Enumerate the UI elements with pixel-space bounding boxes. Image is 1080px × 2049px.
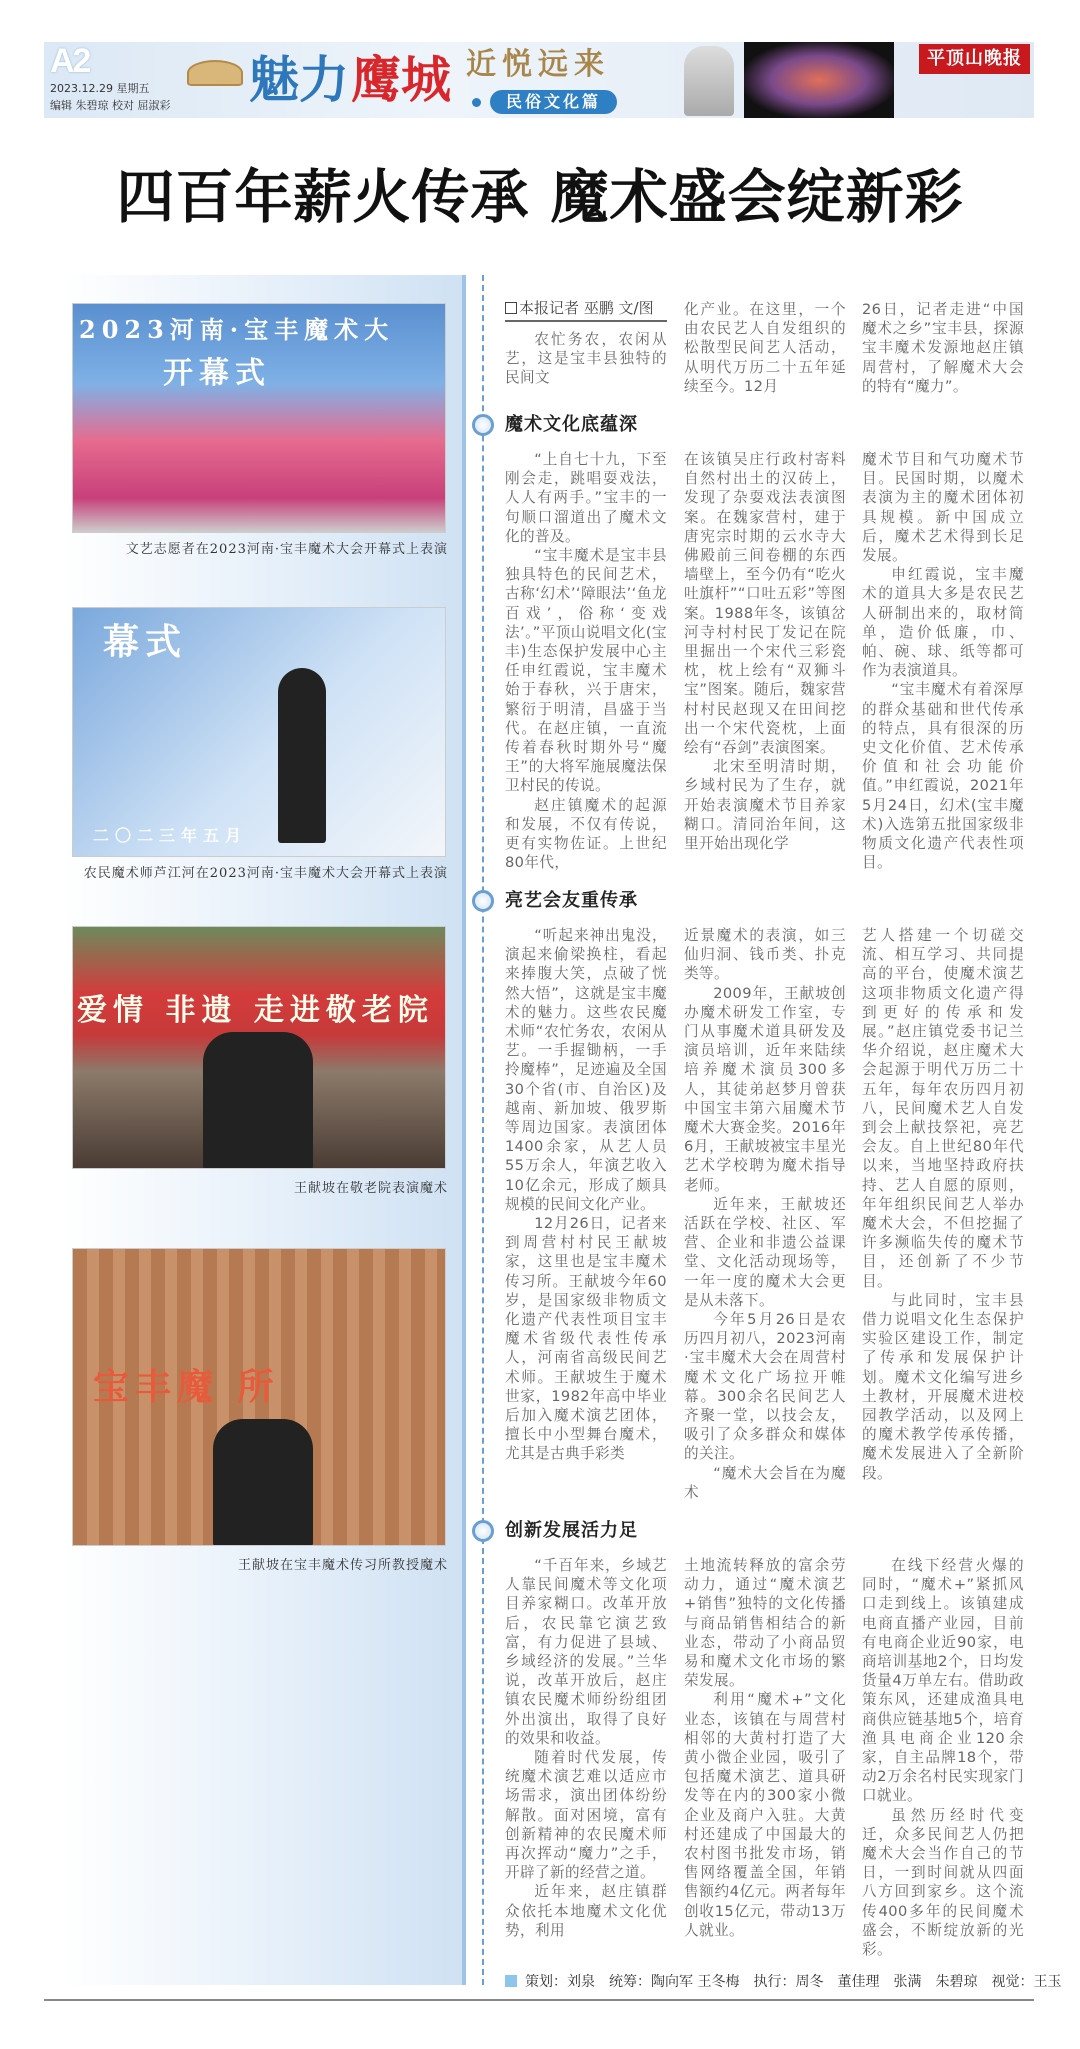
timeline-divider xyxy=(482,275,484,1985)
page-header-banner xyxy=(44,42,1034,118)
photo-lettering: 宝丰魔 所 xyxy=(93,1366,280,1408)
performer-figure xyxy=(278,668,326,843)
page-number: A2 xyxy=(50,42,90,80)
section-column xyxy=(862,1556,1024,1959)
credits-footer xyxy=(505,1973,1061,1991)
paragraph: 今年5月26日是农历四月初八，2023河南·宝丰魔术大会在周营村魔术文化广场拉开帷幕。300余名民间艺人齐聚一堂，以技会友，吸引了众多群众和媒体的关注。 xyxy=(684,1311,846,1463)
section-column xyxy=(505,926,667,1464)
byline xyxy=(505,298,667,322)
photo-caption: 文艺志愿者在2023河南·宝丰魔术大会开幕式上表演 xyxy=(125,542,448,557)
section-column xyxy=(862,926,1024,1483)
series-title-part2: 鹰城 xyxy=(351,50,451,109)
paragraph: “宝丰魔术是宝丰县独具特色的民间艺术，古称‘幻术’‘障眼法’‘鱼龙百戏’，俗称‘变戏法’。”平顶山说唱文化(宝丰)生态保护发展中心主任申红霞说，宝丰魔术始于春秋，兴于唐宋，繁衍于明清，昌盛于当代。在赵庄镇，一直流传着春秋时期外号“魔王”的大将军施展魔法保卫村民的传说。 xyxy=(505,547,667,795)
performer-figure xyxy=(203,1032,313,1169)
paragraph-continued: 土地流转释放的富余劳动力，通过“魔术演艺+销售”独特的文化传播与商品销售相结合的新业态，带动了小商品贸易和魔术文化市场的繁荣发展。 xyxy=(684,1557,846,1690)
paragraph: 12月26日，记者来到周营村村民王献坡家，这里也是宝丰魔术传习所。王献坡今年60岁，是国家级非物质文化遗产代表性项目宝丰魔术省级代表性传承人，河南省高级民间艺术师。王献坡生于魔术世家，1982年高中毕业后加入魔术演艺团体，擅长中小型舞台魔术，尤其是古典手彩类 xyxy=(505,1215,667,1463)
photo-teaching-magic xyxy=(72,1248,446,1546)
series-title-part1: 魅力 xyxy=(249,50,349,109)
section-marker-icon xyxy=(472,1520,494,1542)
paragraph: 随着时代发展，传统魔术演艺难以适应市场需求，演出团体纷纷解散。面对困境，富有创新精神的农民魔术师再次挥动“魔力”之手，开辟了新的经营之道。 xyxy=(505,1749,667,1882)
photo-caption: 王献坡在宝丰魔术传习所教授魔术 xyxy=(237,1558,448,1573)
section-column xyxy=(505,450,667,872)
photo-lettering: 二〇二三年五月 xyxy=(93,826,248,845)
credits-text: 策划：刘泉 统筹：陶向军 王冬梅 执行：周冬 董佳理 张满 朱碧琼 视觉：王玉 xyxy=(525,1974,1062,1990)
photo-lettering: 2023河南·宝丰魔术大 xyxy=(79,315,395,344)
section-marker-icon xyxy=(472,414,494,436)
paragraph: “魔术大会旨在为魔术 xyxy=(684,1464,846,1501)
paragraph: 近年来，赵庄镇群众依托本地魔术文化优势，利用 xyxy=(505,1883,667,1939)
statue-image xyxy=(684,46,734,116)
paragraph-continued: 26日，记者走进“中国魔术之乡”宝丰县，探源宝丰魔术发源地赵庄镇周营村，了解魔术大会的特有“魔力”。 xyxy=(862,301,1024,395)
paragraph-continued: 化产业。在这里，一个由农民艺人自发组织的松散型民间艺人活动，从明代万历二十五年延续至今。12月 xyxy=(684,301,846,395)
paragraph: 2009年，王献坡创办魔术研发工作室，专门从事魔术道具研发及演员培训，近年来陆续培养魔术演员300多人，其徒弟赵梦月曾获中国宝丰第六届魔术节魔术大赛金奖。2016年6月，王献坡被宝丰星光艺术学校聘为魔术指导老师。 xyxy=(684,984,846,1194)
byline-text: 本报记者 巫鹏 文/图 xyxy=(519,299,654,317)
performer-figure xyxy=(213,1419,313,1546)
paragraph: 农忙务农，农闲从艺，这是宝丰县独特的民间文 xyxy=(505,331,667,387)
bottom-rule xyxy=(44,1999,1034,2001)
paragraph: “听起来神出鬼没，演起来偷梁换柱，看起来捧腹大笑，点破了恍然大悟”，这就是宝丰魔术的魅力。这些农民魔术师“农忙务农，农闲从艺。一手握锄柄，一手拎魔棒”，足迹遍及全国30个省(市、自治区)及越南、新加坡、俄罗斯等周边国家。表演团体1400余家，从艺人员55万余人，年演艺收入10亿余元，形成了颇具规模的民间文化产业。 xyxy=(505,927,667,1213)
photo-nursing-home-show xyxy=(72,926,446,1169)
paragraph: 申红霞说，宝丰魔术的道具大多是农民艺人研制出来的，取材简单，造价低廉，巾、帕、碗、球、纸等都可作为表演道具。 xyxy=(862,566,1024,680)
paragraph: 近年来，王献坡还活跃在学校、社区、军营、企业和非遗公益课堂、文化活动现场等，一年一度的魔术大会更是从未落下。 xyxy=(684,1195,846,1309)
intro-column xyxy=(684,300,846,396)
paragraph-continued: 近景魔术的表演，如三仙归洞、钱币类、扑克类等。 xyxy=(684,927,846,983)
paragraph: “上自七十九，下至刚会走，跳唱耍戏法，人人有两手。”宝丰的一句顺口溜道出了魔术文化的普及。 xyxy=(505,451,667,545)
paragraph: 利用“魔术+”文化业态，该镇在与周营村相邻的大黄村打造了大黄小微企业园，吸引了包括魔术演艺、道具研发等在内的300家小微企业及商户入驻。大黄村还建成了中国最大的农村图书批发市场，销售网络覆盖全国，年销售额约4亿元。两者每年创收15亿元，带动13万人就业。 xyxy=(684,1691,846,1939)
photo-lettering: 爱情 非遗 走进敬老院 xyxy=(77,993,434,1028)
headline: 四百年薪火传承 魔术盛会绽新彩 xyxy=(116,163,964,231)
paragraph-continued: 魔术节目和气功魔术节目。民国时期，以魔术表演为主的魔术团体初具规模。新中国成立后，魔术艺术得到长足发展。 xyxy=(862,451,1024,565)
paragraph: 虽然历经时代变迁，众多民间艺人仍把魔术大会当作自己的节日，一到时间就从四面八方回到家乡。这个流传400多年的民间魔术盛会，不断绽放新的光彩。 xyxy=(862,1806,1024,1959)
newspaper-logo: 平顶山晚报 xyxy=(919,44,1030,74)
paragraph: 北宋至明清时期，乡域村民为了生存，就开始表演魔术节目养家糊口。清同治年间，这里开始出现化学 xyxy=(684,758,846,853)
paragraph-continued: 艺人搭建一个切磋交流、相互学习、共同提高的平台，使魔术演艺这项非物质文化遗产得到更好的传承和发展。”赵庄镇党委书记兰华介绍说，赵庄魔术大会起源于明代万历二十五年，每年农历四月初八，民间魔术艺人自发到会上献技祭祀，亮艺会友。自上世纪80年代以来，当地坚持政府扶持、艺人自愿的原则，年年组织民间艺人举办魔术大会，不但挖掘了许多濒临失传的魔术节目，还创新了不少节目。 xyxy=(862,927,1024,1290)
paragraph: 赵庄镇魔术的起源和发展，不仅有传说，更有实物佐证。上世纪80年代， xyxy=(505,796,667,872)
square-icon xyxy=(505,1975,517,1987)
editor-credits: 编辑 朱碧琼 校对 屈淑彩 xyxy=(50,99,171,112)
intro-column xyxy=(862,300,1024,396)
lantern-image xyxy=(744,42,894,118)
photo-caption: 农民魔术师芦江河在2023河南·宝丰魔术大会开幕式上表演 xyxy=(83,866,448,881)
eagle-icon xyxy=(187,60,243,86)
section-heading: 亮艺会友重传承 xyxy=(505,890,638,911)
section-column xyxy=(684,1556,846,1940)
intro-column xyxy=(505,330,667,388)
photo-magician-lujianghe xyxy=(72,607,446,857)
paragraph: 在线下经营火爆的同时，“魔术+”紧抓风口走到线上。该镇建成电商直播产业园，目前有电商企业近90家，电商培训基地2个，日均发货量4万单左右。借助政策东风，还建成渔具电商供应链基地5个，培育渔具电商企业120余家，自主品牌18个，带动2万余名村民实现家门口就业。 xyxy=(862,1557,1024,1805)
bullet-dot xyxy=(472,98,481,107)
section-heading: 魔术文化底蕴深 xyxy=(505,414,638,435)
photo-opening-ceremony xyxy=(72,303,446,533)
section-column xyxy=(684,450,846,853)
section-marker-icon xyxy=(472,890,494,912)
photo-lettering: 幕式 xyxy=(103,621,188,663)
issue-date: 2023.12.29 星期五 xyxy=(50,82,150,95)
paragraph-continued: 在该镇吴庄行政村寄料自然村出土的汉砖上，发现了杂耍戏法表演图案。在魏家营村，建于唐宪宗时期的云水寺大佛殿前三间卷棚的东西墙壁上，至今仍有“吃火吐旗杆”“口吐五彩”等图案。1988年冬，该镇岔河寺村村民丁发记在院里掘出一个宋代三彩瓷枕，枕上绘有“双狮斗宝”图案。随后，魏家营村村民赵现又在田间挖出一个宋代瓷枕，上面绘有“吞剑”表演图案。 xyxy=(684,451,846,757)
photo-panel xyxy=(62,275,466,1985)
section-column xyxy=(684,926,846,1502)
paragraph: 与此同时，宝丰县借力说唱文化生态保护实验区建设工作，制定了传承和发展保护计划。魔术文化编写进乡土教材，开展魔术进校园教学活动，以及网上的魔术教学传承传播，魔术发展进入了全新阶段。 xyxy=(862,1291,1024,1482)
paragraph: “宝丰魔术有着深厚的群众基础和世代传承的特点，具有很深的历史文化价值、艺术传承价值和社会功能价值。”申红霞说，2021年5月24日，幻术(宝丰魔术)入选第五批国家级非物质文化遗产代表性项目。 xyxy=(862,681,1024,872)
section-column xyxy=(862,450,1024,872)
box-icon xyxy=(505,302,517,314)
series-slogan: 近悦远来 xyxy=(466,47,610,82)
paragraph: “千百年来，乡域艺人靠民间魔术等文化项目养家糊口。改革开放后，农民靠它演艺致富，有力促进了县域、乡域经济的发展。”兰华说，改革开放后，赵庄镇农民魔术师纷纷组团外出演出，取得了良好的效果和收益。 xyxy=(505,1557,667,1747)
photo-lettering: 开幕式 xyxy=(163,356,271,391)
photo-caption: 王献坡在敬老院表演魔术 xyxy=(293,1181,448,1196)
section-column xyxy=(505,1556,667,1940)
series-subtitle: 民俗文化篇 xyxy=(490,90,617,114)
section-heading: 创新发展活力足 xyxy=(505,1520,638,1541)
